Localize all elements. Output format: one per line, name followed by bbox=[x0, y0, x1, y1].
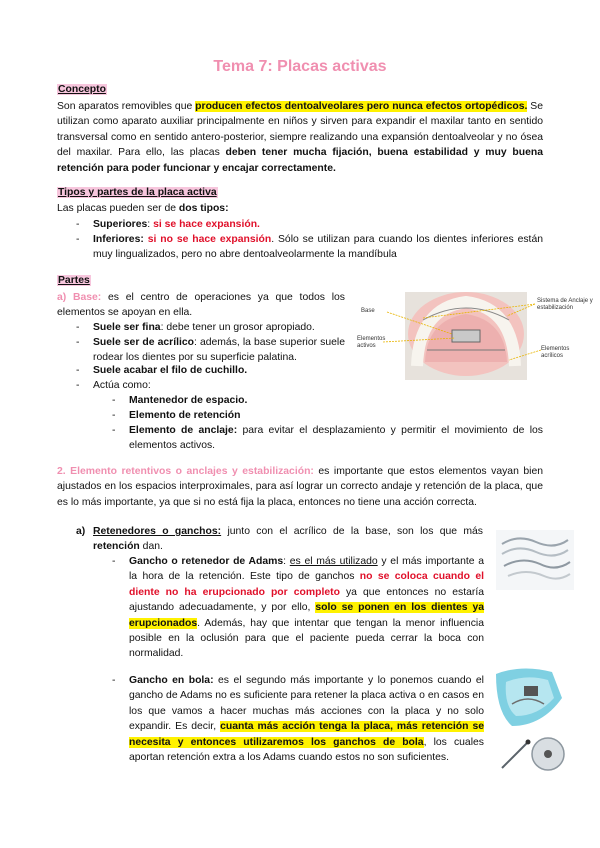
list-item-fina: Suele ser fina: debe tener un grosor apropiado. bbox=[93, 322, 315, 333]
list-item-acrilico: Suele ser de acrílico: además, la base superior suele rodear los dientes por su superficie palatina. bbox=[93, 337, 345, 364]
list-item-inferiores: Inferiores: si no se hace expansión. Sólo se utilizan para cuando los dientes inferiores están muy lingualizados, pero no abre dentoalveolarmente la mandíbula bbox=[93, 234, 544, 261]
page-title: Tema 7: Placas activas bbox=[213, 58, 387, 75]
sublist-retencion: Elemento de retención bbox=[129, 410, 241, 421]
bola-item: Gancho en bola: es el segundo más importante y lo ponemos cuando el gancho de Adams no es suficiente para retener la placa activa o en casos en los que vamos a hacer muchas más acciones con la placa y no solo expandir. Es decir, cuanta más acción tenga la placa, más retención se necesita y entonces utilizaremos los ganchos de bola, los cuales aportan retención extra a los Adams cuando estos no son suficientes. bbox=[129, 675, 484, 764]
section-heading-concepto: Concepto bbox=[58, 84, 106, 95]
figure-label-acrilicos: Elementos acrílicos bbox=[541, 346, 570, 359]
section-heading-tipos: Tipos y partes de la placa activa bbox=[58, 187, 217, 198]
figure-label-base: Base bbox=[361, 308, 375, 314]
partes-base-paragraph: a) Base: es el centro de operaciones ya que todos los elementos se apoyan en ella. bbox=[57, 292, 345, 319]
section-heading-partes: Partes bbox=[58, 275, 90, 286]
adams-clasp-image bbox=[496, 530, 574, 590]
adams-item: Gancho o retenedor de Adams: es el más utilizado y el más importante a la hora de la retención. Este tipo de ganchos no se coloca cuando el diente no ha erupcionado por completo ya que entonces no estaría ajustando adecuadamente, y por ello, solo se ponen en los dientes ya erupcionados. Además, hay que intentar que tengan la menor influencia posible en la oclusión para que el paciente pueda cerrar la boca con normalidad. bbox=[129, 556, 485, 660]
ball-clasp-image bbox=[492, 664, 574, 776]
list-label-a: a) bbox=[76, 526, 86, 537]
concepto-paragraph: Son aparatos removibles que producen efectos dentoalveolares pero nunca efectos ortopédicos. Se utilizan como aparato auxiliar principalmente en niños y sirven para expandir el maxilar tanto en sentido transversal como en sentido antero-posterior, siempre realizando una expansión dentoalveolar y no ósea del maxilar. Para ello, las placas deben tener mucha fijación, buena estabilidad y muy buena retención para poder funcionar y encajar correctamente. bbox=[57, 101, 543, 174]
list-item-filo: Suele acabar el filo de cuchillo. bbox=[93, 365, 248, 376]
placa-activa-figure bbox=[357, 290, 597, 386]
figure-label-activos: Elementos activos bbox=[357, 336, 386, 349]
list-item-actua: Actúa como: bbox=[93, 380, 151, 391]
list-dash: - bbox=[112, 556, 116, 567]
figure-label-sistema: Sistema de Anclaje y estabilización bbox=[537, 298, 593, 311]
adams-clasp-figure bbox=[496, 530, 574, 590]
list-dash: - bbox=[76, 380, 80, 391]
list-item-superiores: Superiores: si se hace expansión. bbox=[93, 219, 260, 230]
sublist-mantenedor: Mantenedor de espacio. bbox=[129, 395, 248, 406]
list-dash: - bbox=[112, 395, 116, 406]
list-dash: - bbox=[76, 322, 80, 333]
ball-clasp-figure bbox=[492, 664, 574, 776]
list-dash: - bbox=[76, 234, 80, 245]
list-dash: - bbox=[76, 365, 80, 376]
retentivos-paragraph: 2. Elemento retentivos o anclajes y estabilización: es importante que estos elementos vayan bien ajustados en los espacios interproximales, para así lograr un correcto andaje y retención de la placa, que es lo más importante, ya que si no está fija la placa, entonces no tiene una acción correcta. bbox=[57, 466, 543, 508]
list-dash: - bbox=[76, 219, 80, 230]
list-dash: - bbox=[112, 675, 116, 686]
retenedores-item: Retenedores o ganchos: junto con el acrílico de la base, son los que más retención dan. bbox=[93, 526, 484, 553]
sublist-anclaje: Elemento de anclaje: para evitar el desplazamiento y permitir el movimiento de los elementos activos. bbox=[129, 425, 543, 452]
list-dash: - bbox=[76, 337, 80, 348]
list-dash: - bbox=[112, 425, 116, 436]
list-dash: - bbox=[112, 410, 116, 421]
tipos-intro: Las placas pueden ser de dos tipos: bbox=[57, 203, 229, 214]
